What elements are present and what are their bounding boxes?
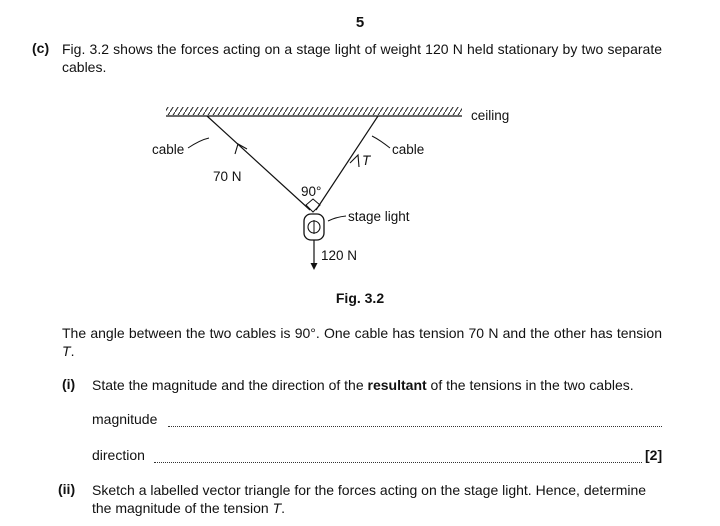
magnitude-label: magnitude (92, 411, 158, 427)
marks-label: [2] (645, 447, 663, 463)
direction-answer-line[interactable] (154, 462, 642, 463)
cable-right-leader (372, 136, 390, 148)
question-ii-text: Sketch a labelled vector triangle for the forces acting on the stage light. Hence, determine the magnitude of the tension T. (92, 482, 647, 516)
cable-left-label: cable (152, 142, 185, 157)
left-cable (207, 116, 310, 210)
arrow-70n (235, 144, 247, 154)
question-i-number: (i) (62, 376, 76, 392)
stage-light-icon (304, 214, 324, 240)
question-i-text: State the magnitude and the direction of the resultant of the tensions in the two cables. (92, 377, 634, 393)
weight-label: 120 N (321, 248, 358, 263)
stage-light-leader (328, 216, 346, 221)
ceiling (166, 107, 462, 116)
page-number: 5 (355, 14, 365, 31)
given-info-text: The angle between the two cables is 90°. One cable has tension 70 N and the other has tension T. (62, 325, 662, 359)
intro-text: Fig. 3.2 shows the forces acting on a stage light of weight 120 N held stationary by two separate cables. (62, 41, 662, 75)
tension-t-label: T (362, 153, 371, 168)
right-angle-marker (306, 199, 320, 212)
ceiling-label: ceiling (471, 108, 510, 123)
question-ii-number: (ii) (58, 481, 76, 497)
cable-right-label: cable (392, 142, 425, 157)
stage-light-label: stage light (348, 209, 410, 224)
tension-70n-label: 70 N (213, 169, 242, 184)
figure-caption: Fig. 3.2 (335, 290, 385, 306)
magnitude-answer-line[interactable] (168, 426, 662, 427)
part-label: (c) (32, 40, 50, 56)
direction-label: direction (92, 447, 145, 463)
cable-left-leader (188, 138, 209, 148)
angle-label: 90° (301, 184, 322, 199)
